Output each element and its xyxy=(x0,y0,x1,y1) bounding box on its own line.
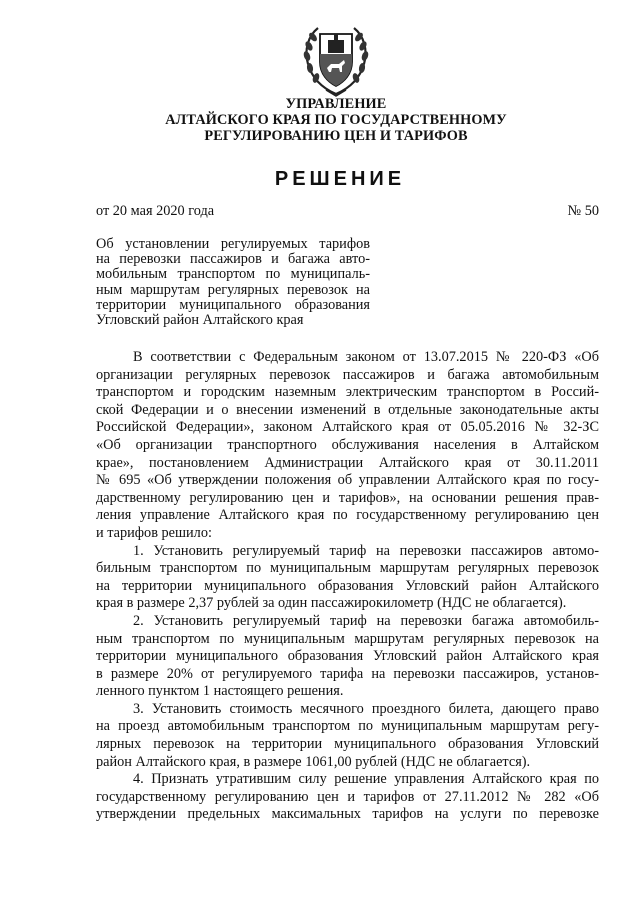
text-line: крае», постановлением Администрации Алтайского края от 30.11.2011 xyxy=(96,454,599,471)
subject-line: мобильным транспортом по муниципаль- xyxy=(96,266,370,283)
decision-subject xyxy=(96,237,370,328)
text-line: район Алтайского края, в размере 1061,00 рублей (НДС не облагается). xyxy=(96,753,531,770)
agency-line: УПРАВЛЕНИЕ xyxy=(285,96,387,112)
text-line: В соответствии с Федеральным законом от 13.07.2015 № 220-ФЗ «Об xyxy=(133,349,599,365)
text-line: на проезд автомобильным транспортом по муниципальным маршрутам регу- xyxy=(96,718,599,735)
subject-line: Об установлении регулируемых тарифов xyxy=(96,236,370,252)
clause-3-paragraph xyxy=(96,701,599,771)
text-line: Российской Федерации», законом Алтайского края от 05.05.2016 № 32-ЗС xyxy=(96,419,599,436)
altai-krai-coat-of-arms-icon xyxy=(298,20,374,100)
text-line: 3. Установить стоимость месячного проездного билета, дающего право xyxy=(133,700,599,717)
preamble-paragraph xyxy=(96,349,599,543)
text-line: бильным транспортом по муниципальным маршрутам регулярных перевозок xyxy=(96,560,599,577)
document-type-title: РЕШЕНИЕ xyxy=(274,168,406,190)
clause-4-paragraph xyxy=(96,771,599,824)
text-line: на территории муниципального образования Угловский район Алтайского xyxy=(96,577,599,594)
agency-line: АЛТАЙСКОГО КРАЯ ПО ГОСУДАРСТВЕННОМУ xyxy=(165,112,507,128)
text-line: 2. Установить регулируемый тариф на перевозки багажа автомобиль- xyxy=(133,612,599,629)
text-line: ской Федерации и о внесении изменений в отдельные законодательные акты xyxy=(96,401,599,418)
decision-date: от 20 мая 2020 года xyxy=(96,203,215,219)
subject-line: территории муниципального образования xyxy=(96,296,370,313)
text-line: края в размере 2,37 рублей за один пассажирокилометр (НДС не облагается). xyxy=(96,595,567,612)
clause-1-paragraph xyxy=(96,543,599,613)
text-line: № 695 «Об утверждении положения об управлении Алтайского края по госу- xyxy=(96,472,599,489)
subject-line: ным маршрутам регулярных перевозок на xyxy=(96,281,370,298)
subject-line: на перевозки пассажиров и багажа авто- xyxy=(96,251,370,268)
text-line: территории муниципального образования Угловский район Алтайского края xyxy=(96,648,599,665)
clause-2-paragraph xyxy=(96,613,599,701)
text-line: государственному регулированию цен и тарифов от 27.11.2012 № 282 «Об xyxy=(96,788,599,805)
text-line: транспортом и городским наземным электрическим транспортом в Россий- xyxy=(96,384,599,401)
text-line: 1. Установить регулируемый тариф на перевозки пассажиров автомо- xyxy=(133,542,599,559)
text-line: дарственному регулированию цен и тарифов», на основании решения прав- xyxy=(96,489,599,506)
decision-body xyxy=(96,349,599,824)
text-line: ленного пунктом 1 настоящего решения. xyxy=(96,683,344,700)
agency-line: РЕГУЛИРОВАНИЮ ЦЕН И ТАРИФОВ xyxy=(204,128,468,144)
text-line: и тарифов решило: xyxy=(96,524,212,541)
text-line: утверждении предельных максимальных тарифов на услуги по перевозке xyxy=(96,806,599,823)
text-line: в размере 20% от регулируемого тарифа на перевозки пассажиров, установ- xyxy=(96,665,599,682)
text-line: ления управление Алтайского края по государственному регулированию цен xyxy=(96,507,599,524)
agency-name xyxy=(150,96,522,144)
text-line: организации регулярных перевозок пассажиров и багажа автомобильным xyxy=(96,366,599,383)
text-line: лярных перевозок на территории муниципального образования Угловский xyxy=(96,736,599,753)
text-line: ным транспортом по муниципальным маршрутам регулярных перевозок на xyxy=(96,630,599,647)
text-line: 4. Признать утратившим силу решение управления Алтайского края по xyxy=(133,771,599,788)
subject-line: Угловский район Алтайского края xyxy=(96,312,304,329)
decision-number: № 50 xyxy=(567,203,599,219)
text-line: «Об организации транспортного обслуживания населения в Алтайском xyxy=(96,436,599,453)
